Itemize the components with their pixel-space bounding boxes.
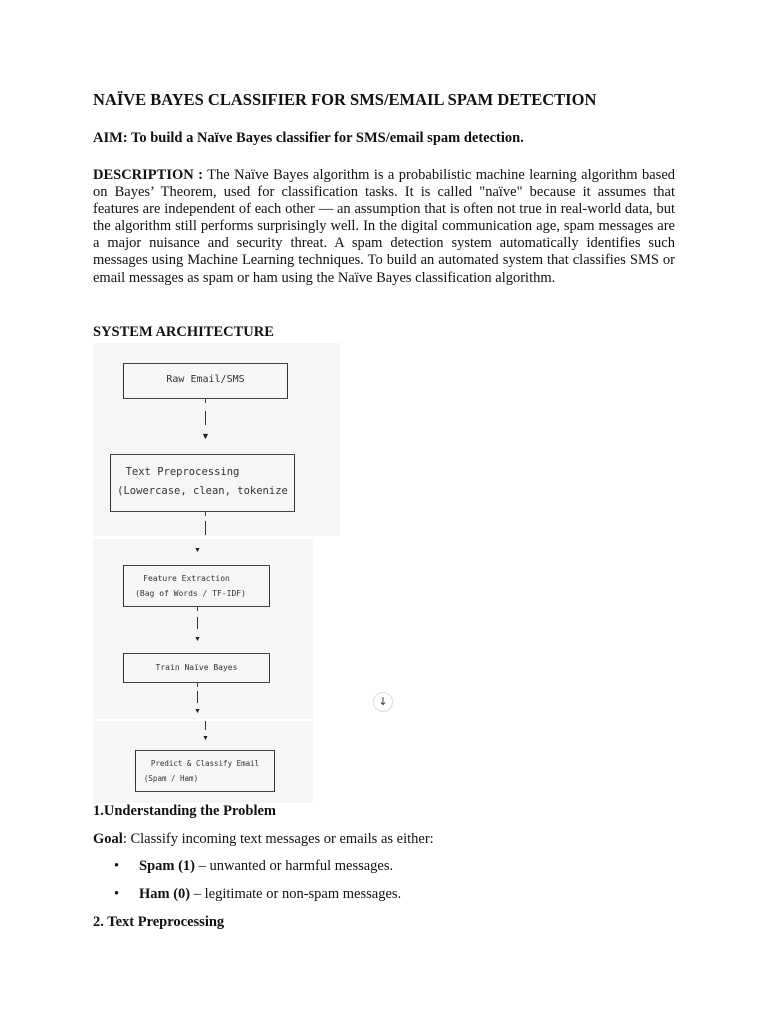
section2-heading: 2. Text Preprocessing	[93, 914, 225, 930]
step-text-preprocessing-detail: (Lowercase, clean, tokenize	[117, 485, 288, 497]
list-item-desc: – unwanted or harmful messages.	[195, 858, 394, 874]
step-train-label: Train Naïve Bayes	[155, 663, 238, 672]
goal-statement	[93, 831, 434, 848]
classification-list	[93, 852, 401, 908]
aim-statement: AIM: To build a Naïve Bayes classifier for SMS/email spam detection.	[93, 130, 524, 146]
step-feature-extraction-box	[123, 565, 270, 607]
step-predict-box	[135, 750, 275, 792]
step-train-box	[123, 653, 270, 683]
step-predict-detail: (Spam / Ham)	[143, 774, 199, 783]
step-raw-email-label: Raw Email/SMS	[166, 374, 245, 385]
step-feature-extraction-detail: (Bag of Words / TF-IDF)	[135, 589, 246, 598]
step-raw-email-box	[123, 363, 288, 399]
list-item-term: Spam (1)	[139, 858, 195, 874]
connector-line	[197, 691, 198, 703]
step-text-preprocessing-box	[110, 454, 295, 512]
architecture-diagram-bottom	[93, 721, 313, 803]
bullet-icon: •	[114, 886, 120, 902]
connector-line	[205, 411, 206, 425]
description-label: DESCRIPTION :	[93, 167, 203, 183]
step-predict-title: Predict & Classify Email	[150, 759, 260, 768]
description-paragraph	[93, 167, 675, 287]
connector-line	[205, 721, 206, 730]
list-item	[93, 880, 401, 908]
down-arrow-icon: ▼	[201, 431, 210, 441]
down-arrow-icon: ▼	[194, 707, 201, 715]
connector-line	[205, 521, 206, 535]
system-architecture-heading: SYSTEM ARCHITECTURE	[93, 324, 274, 340]
goal-text: : Classify incoming text messages or emails as either:	[122, 831, 434, 847]
bullet-icon: •	[114, 858, 120, 874]
list-item-desc: – legitimate or non-spam messages.	[190, 886, 402, 902]
scroll-down-icon[interactable]: ↓	[373, 692, 393, 712]
connector-line	[197, 617, 198, 629]
list-item	[93, 852, 401, 880]
step-text-preprocessing-title: Text Preprocessing	[125, 466, 240, 478]
description-text: The Naïve Bayes algorithm is a probabilistic machine learning algorithm based on Bayes’ Theorem, used for classification tasks. It is called "naïve" because it assumes that features are independent of each other — an assumption that is often not true in real-world data, but the algorithm still performs surprisingly well. In the digital communication age, spam messages are a major nuisance and security threat. A spam detection system automatically identifies such messages using Machine Learning techniques. To build an automated system that classifies SMS or email messages as spam or ham using the Naïve Bayes classification algorithm.	[93, 167, 676, 286]
list-item-term: Ham (0)	[139, 886, 191, 902]
goal-label: Goal	[93, 831, 123, 847]
down-arrow-icon: ▼	[202, 734, 209, 742]
document-title: NAÏVE BAYES CLASSIFIER FOR SMS/EMAIL SPAM DETECTION	[93, 90, 597, 109]
down-arrow-icon: ▼	[194, 635, 201, 643]
architecture-diagram-middle	[93, 539, 313, 719]
down-arrow-icon: ▼	[194, 546, 201, 554]
architecture-diagram-top	[93, 343, 340, 536]
step-feature-extraction-title: Feature Extraction	[143, 574, 230, 583]
section1-heading: 1.Understanding the Problem	[93, 803, 277, 819]
